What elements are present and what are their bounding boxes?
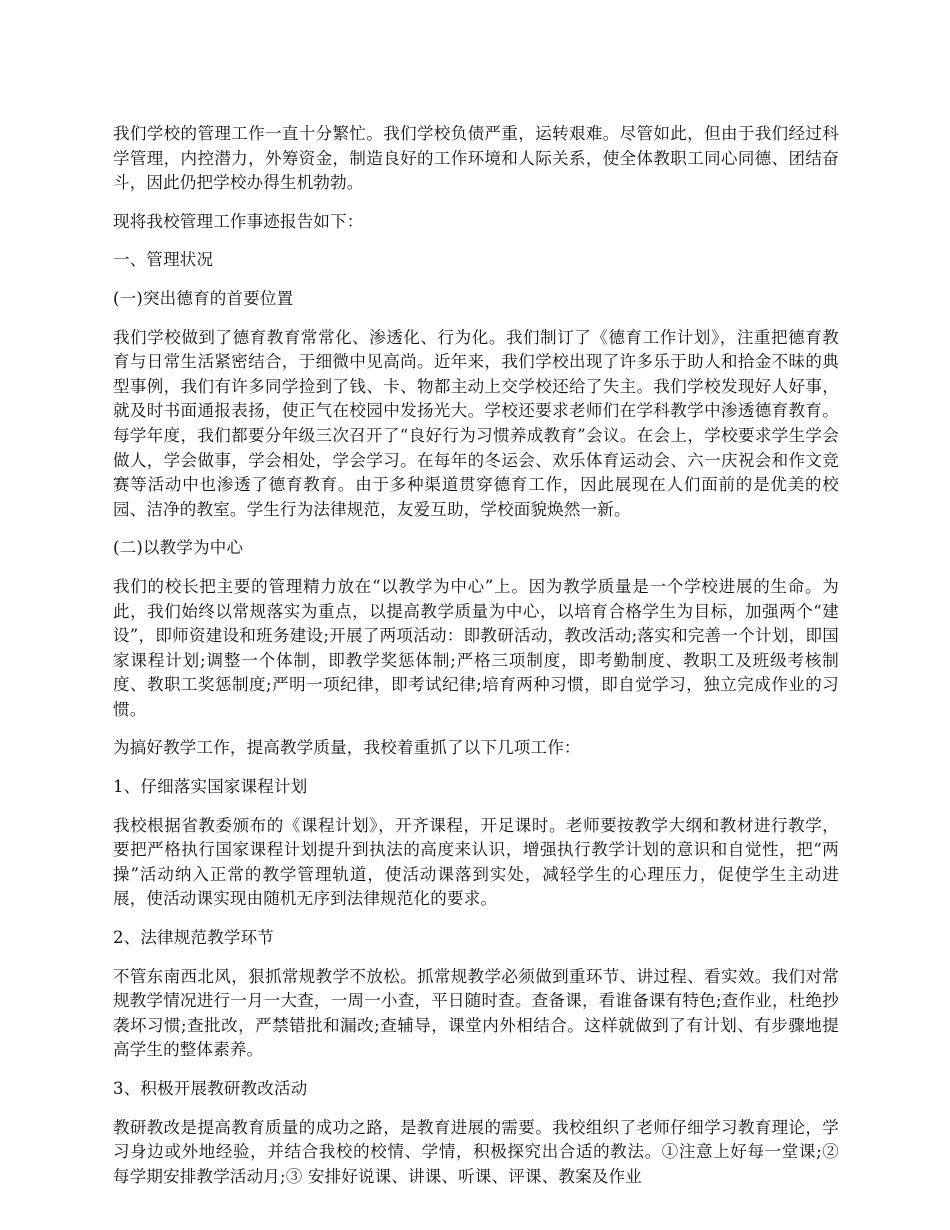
item-heading-curriculum-plan: 1、仔细落实国家课程计划 [113,777,308,797]
item-heading-teaching-research: 3、积极开展教研教改活动 [113,1079,308,1098]
teaching-center-paragraph: 我们的校长把主要的管理精力放在“以教学为中心”上。因为教学质量是一个学校进展的生命。为此，我们始终以常规落实为重点，以提高教学质量为中心，以培育合格学生为目标，加强两个“建设”，即师资建设和班务建设;开展了两项活动：即教研活动，教改活动;落实和完善一个计划，即国家课程计划;调整一个体制，即教学奖惩体制;严格三项制度，即考勤制度、教职工及班级考核制度、教职工奖惩制度;严明一项纪律，即考试纪律;培育两种习惯，即自觉学习，独立完成作业的习惯。 [113,576,839,719]
teaching-research-paragraph: 教研教改是提高教育质量的成功之路，是教育进展的需要。我校组织了老师仔细学习教育理论，学习身边或外地经验，并结合我校的校情、学情，积极探究出合适的教法。①注意上好每一堂课;② 每学期安排教学活动月;③ 安排好说课、讲课、听课、评课、教案及作业 [113,1117,839,1186]
intro-paragraph: 我们学校的管理工作一直十分繁忙。我们学校负债严重，运转艰难。尽管如此，但由于我们经过科学管理，内控潜力，外筹资金，制造良好的工作环境和人际关系，使全体教职工同心同德、团结奋斗，因此仍把学校办得生机勃勃。 [113,124,839,193]
curriculum-plan-paragraph: 我校根据省教委颁布的《课程计划》，开齐课程，开足课时。老师要按教学大纲和教材进行教学，要把严格执行国家课程计划提升到执法的高度来认识，增强执行教学计划的意识和自觉性，把“两操”活动纳入正常的教学管理轨道，使活动课落到实处，减轻学生的心理压力，促使学生主动进展，使活动课实现由随机无序到法律规范化的要求。 [113,815,839,909]
report-lead-line: 现将我校管理工作事迹报告如下： [113,211,364,231]
item-heading-teaching-steps: 2、法律规范教学环节 [113,928,274,948]
teaching-work-lead-line: 为搞好教学工作，提高教学质量，我校着重抓了以下几项工作： [113,738,581,758]
document-page [113,122,839,1203]
section-heading-management: 一、管理状况 [113,250,214,270]
subsection-heading-teaching-center: (二)以教学为中心 [113,538,244,558]
teaching-steps-paragraph: 不管东南西北风，狠抓常规教学不放松。抓常规教学必须做到重环节、讲过程、看实效。我们对常规教学情况进行一月一大查，一周一小查，平日随时查。查备课，看谁备课有特色;查作业，杜绝抄袭坏习惯;查批改，严禁错批和漏改;查辅导，课堂内外相结合。这样就做到了有计划、有步骤地提高学生的整体素养。 [113,966,839,1060]
moral-education-paragraph: 我们学校做到了德育教育常常化、渗透化、行为化。我们制订了《德育工作计划》，注重把德育教育与日常生活紧密结合，于细微中见高尚。近年来，我们学校出现了许多乐于助人和拾金不昧的典型事例，我们有许多同学捡到了钱、卡、物都主动上交学校还给了失主。我们学校发现好人好事，就及时书面通报表扬，使正气在校园中发扬光大。学校还要求老师们在学科教学中渗透德育教育。每学年度，我们都要分年级三次召开了“良好行为习惯养成教育”会议。在会上，学校要求学生学会做人，学会做事，学会相处，学会学习。在每年的冬运会、欢乐体育运动会、六一庆祝会和作文竞赛等活动中也渗透了德育教育。由于多种渠道贯穿德育工作，因此展现在人们面前的是优美的校园、洁净的教室。学生行为法律规范，友爱互助，学校面貌焕然一新。 [113,327,839,519]
subsection-heading-moral-education: (一)突出德育的首要位置 [113,288,294,308]
